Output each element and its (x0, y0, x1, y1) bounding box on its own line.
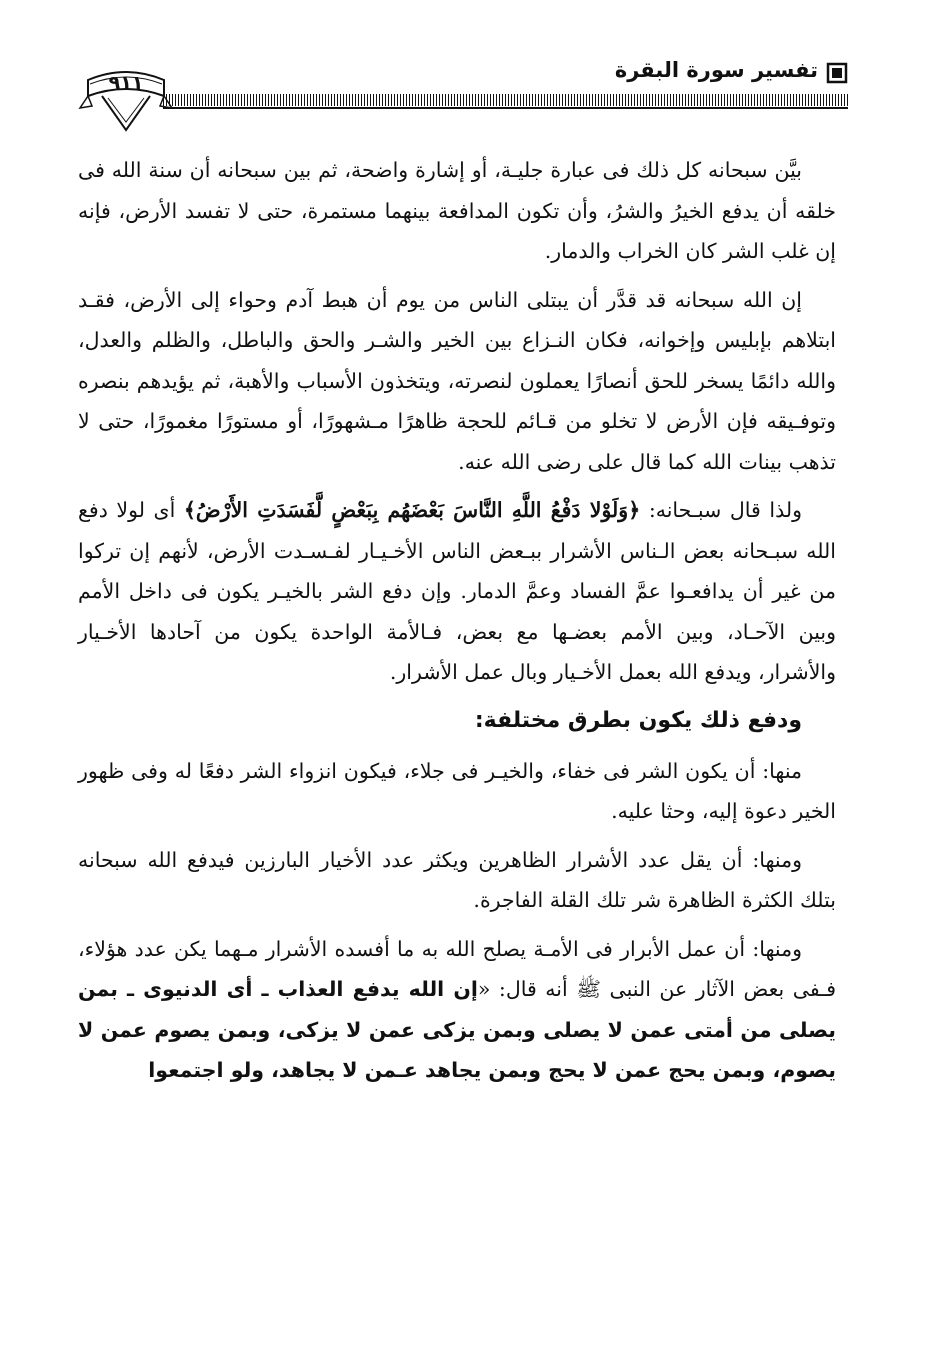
header-ornament-icon (826, 62, 848, 84)
quran-verse: ﴿وَلَوْلا دَفْعُ اللَّهِ النَّاسَ بَعْضَهُم بِبَعْضٍ لَّفَسَدَتِ الأَرْضُ﴾ (183, 498, 641, 522)
page-header (78, 50, 848, 130)
paragraph-5: ومنها: أن يقل عدد الأشرار الظاهرين ويكثر عدد الأخيار البارزين فيدفع الله سبحانه بتلك الكثرة الظاهرة شر تلك القلة الفاجرة. (78, 847, 836, 912)
paragraph-3-start: ولذا قال سبـحانه: (640, 498, 802, 522)
header-rule (163, 94, 848, 106)
paragraph-6-start: ومنها: أن عمل الأبرار فى الأمـة يصلح الله به ما أفسده الأشرار مـهما يكن عدد هؤلاء، فـفى بعض الآثار عن النبى ﷺ أنه قال: « (78, 936, 836, 1001)
paragraph-1: بيَّن سبحانه كل ذلك فى عبارة جليـة، أو إشارة واضحة، ثم بين سبحانه أن سنة الله فى خلقه أن يدفع الخيرُ والشرُ، وأن تكون المدافعة بينهما مستمرة، حتى لا تفسد الأرض، فإنه إن غلب الشر كان الخراب والدمار. (78, 158, 836, 263)
header-title: تفسير سورة البقرة (614, 58, 818, 82)
section-heading: ودفع ذلك يكون بطرق مختلفة: (474, 707, 802, 733)
page-number-badge-icon (78, 56, 174, 134)
page-body (78, 150, 836, 1099)
paragraph-3 (78, 490, 836, 693)
hadith-text: إن الله يدفع العذاب ـ أى الدنيوى ـ بمن يصلى من أمتى عمن لا يصلى وبمن يزكى عمن لا يزكى، وبمن يصوم عمن لا يصوم، وبمن يحج عمن لا يحج وبمن يجاهد عـمن لا يجاهد، ولو اجتمعوا (78, 977, 836, 1082)
paragraph-2: إن الله سبحانه قد قدَّر أن يبتلى الناس من يوم أن هبط آدم وحواء إلى الأرض، فقـد ابتلاهم بإبليس وإخوانه، فكان النـزاع بين الخير والشـر والحق والباطل، والظلم والعدل، والله دائمًا يسخر للحق أنصارًا يعملون لنصرته، ويتخذون الأسباب والأهبة، ثم يؤيدهم بنصره وتوفـيقه فإن الأرض لا تخلو من قـائم للحجة ظاهرًا مـشهورًا، أو مستورًا مغمورًا، حتى لا تذهب بينات الله كما قال على رضى الله عنه. (78, 287, 837, 474)
paragraph-4: منها: أن يكون الشر فى خفاء، والخيـر فى جلاء، فيكون انزواء الشر دفعًا له وفى ظهور الخير دعوة إليه، وحثا عليه. (78, 758, 836, 823)
page-number: ٩١١ (108, 72, 144, 94)
paragraph-6 (78, 929, 836, 1091)
paragraph-3-end: أى لولا دفع الله سبـحانه بعض الـناس الأشرار ببـعض الناس الأخـيـار لفـسـدت الأرض، لأنهم إن تركوا من غير أن يدافعـوا عمَّ الفساد وعمَّ الدمار. وإن دفع الشر بالخيـر يكون فى داخل الأمم وبين الآحـاد، وبين الأمم بعضـها مع بعض، فـالأمة الواحدة يكون من آحادها الأخـيار والأشرار، ويدفع الله بعمل الأخـيار وبال عمل الأشرار. (78, 498, 836, 684)
